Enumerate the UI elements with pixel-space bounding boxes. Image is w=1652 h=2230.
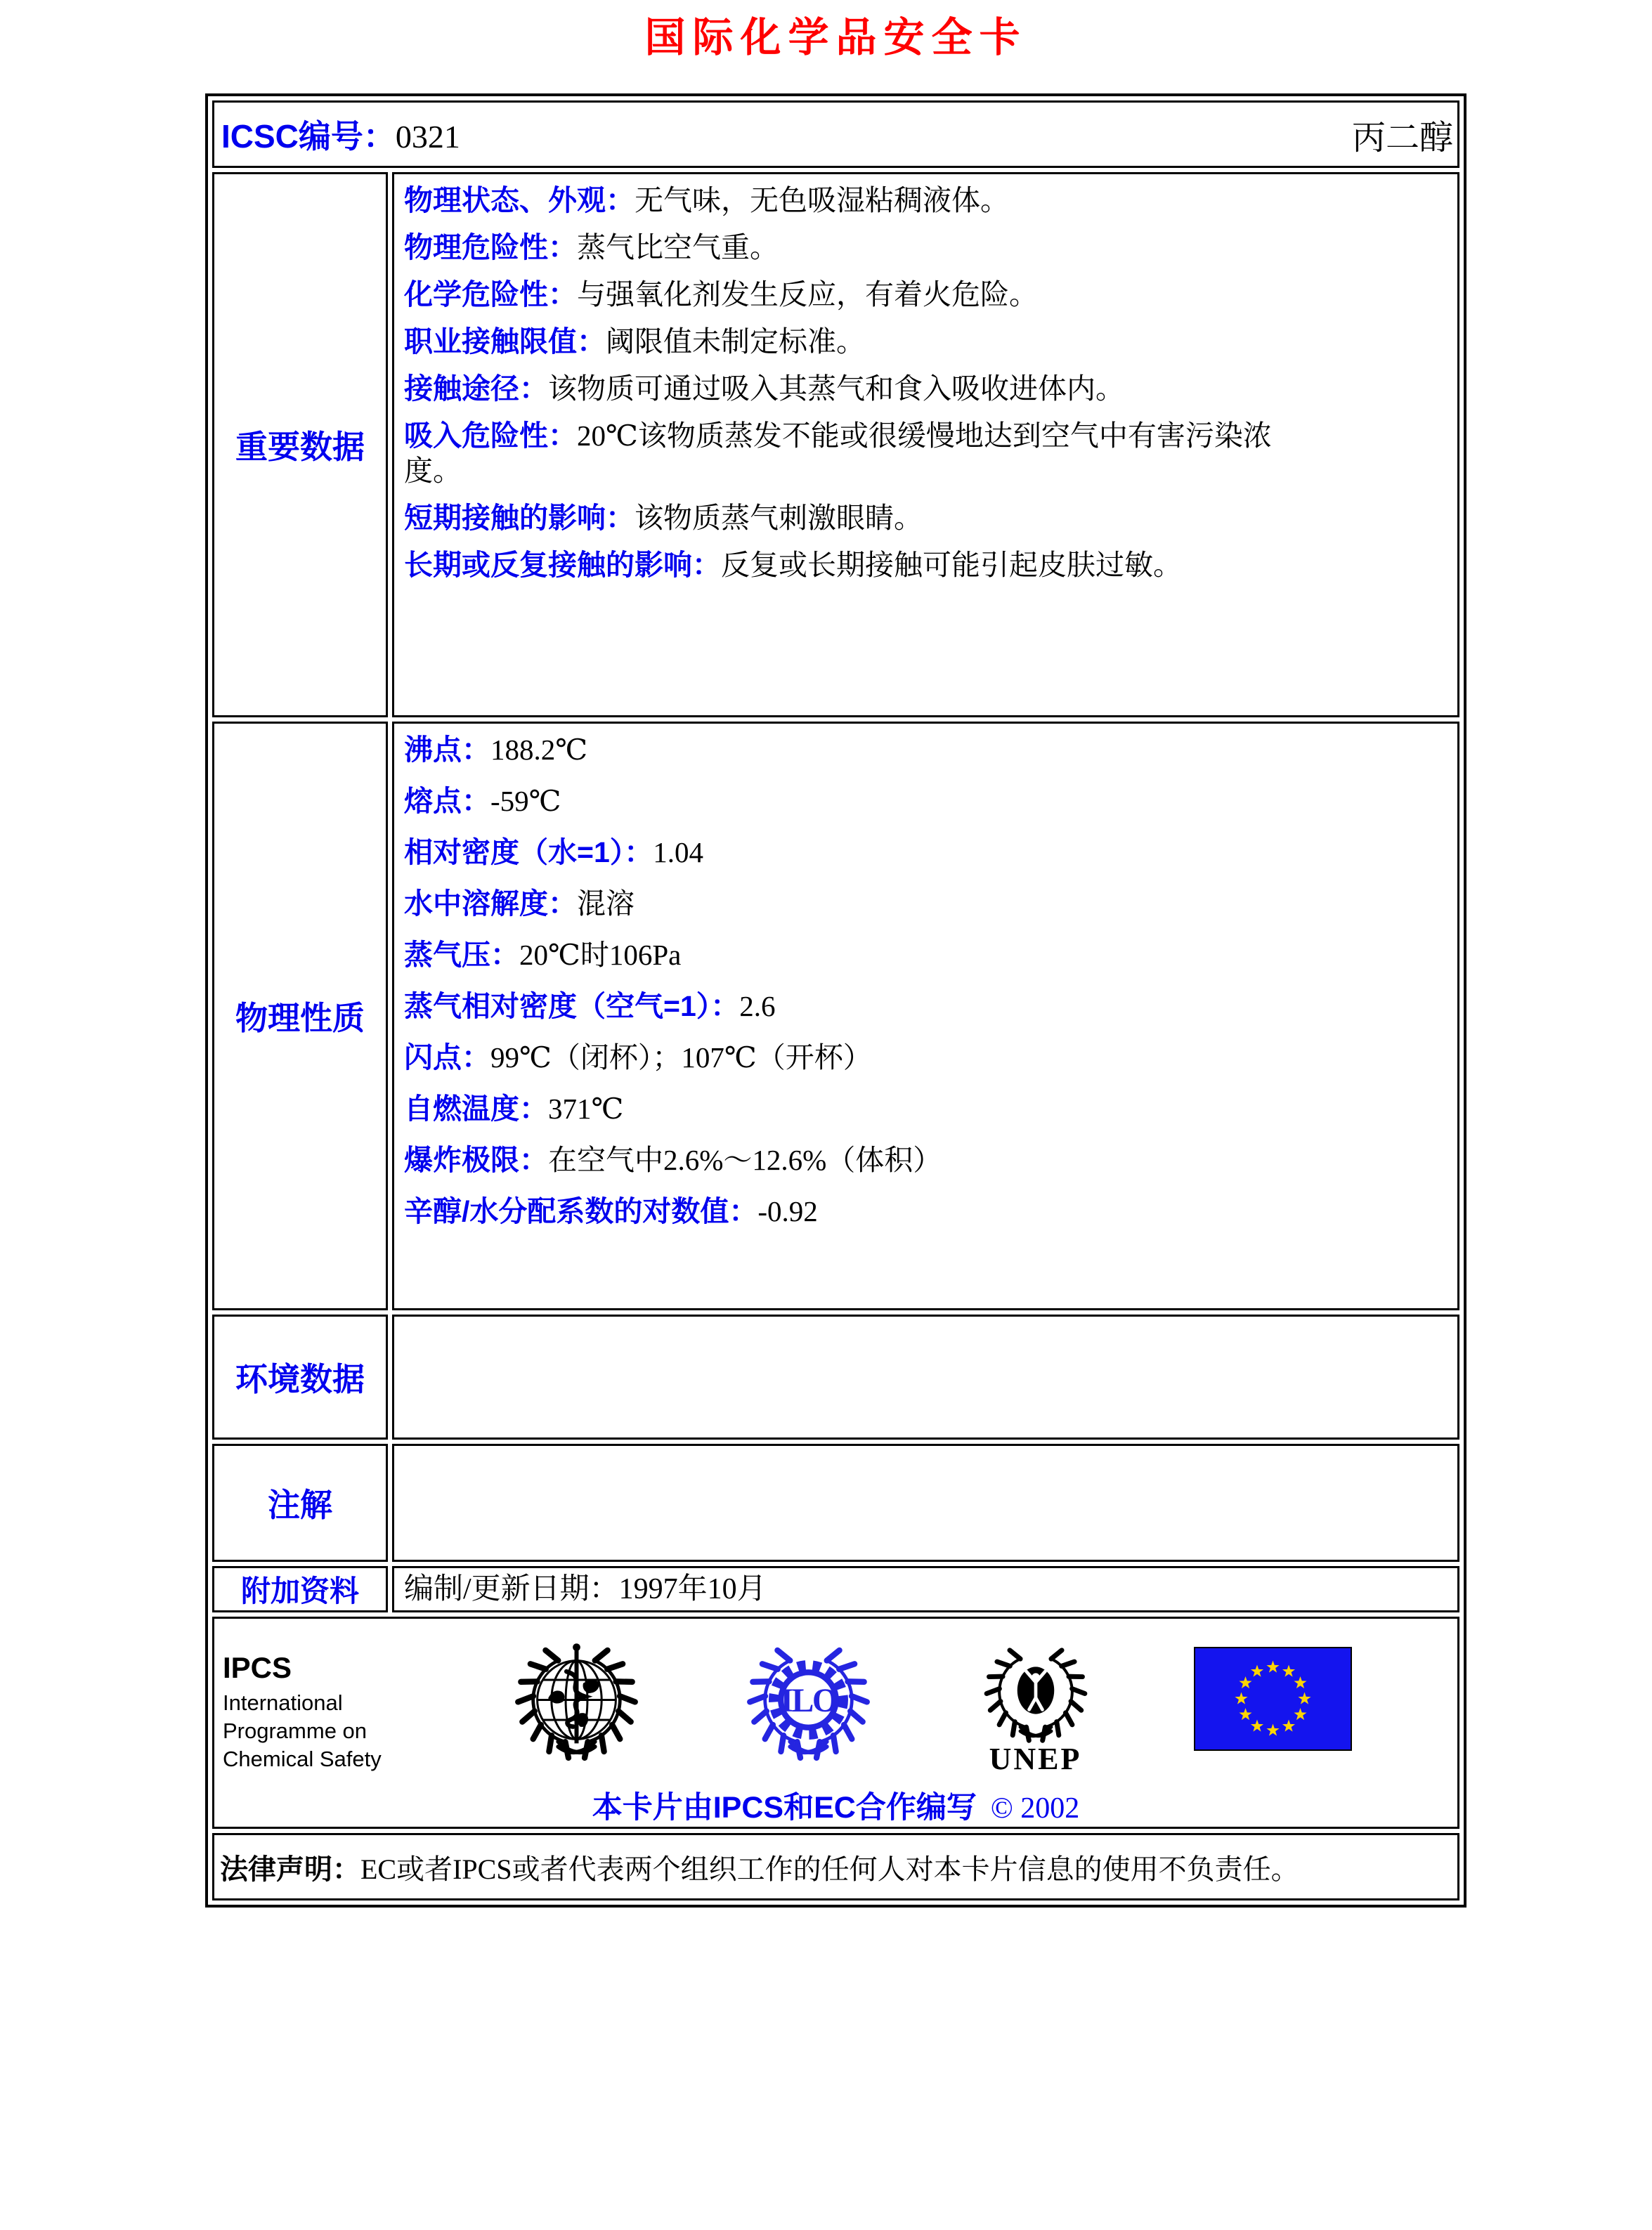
section-label-environmental-data: 环境数据 <box>212 1315 388 1440</box>
field-value: 该物质可通过吸入其蒸气和食入吸收进体内。 <box>548 372 1124 405</box>
ilo-logo-text: ILO <box>780 1683 837 1720</box>
environmental-data-content <box>392 1315 1459 1440</box>
unep-icon <box>973 1631 1099 1749</box>
important-data-lines <box>404 183 1321 582</box>
property-line <box>404 547 1321 582</box>
field-value: 20℃该物质蒸发不能或很缓慢地达到空气中有害污染浓度。 <box>404 419 1272 487</box>
additional-info-content <box>392 1566 1459 1612</box>
field-label: 蒸气压： <box>404 939 519 971</box>
field-value: 与强氧化剂发生反应，有着火危险。 <box>577 278 1038 311</box>
property-line <box>404 371 1321 406</box>
field-value: 反复或长期接触可能引起皮肤过敏。 <box>721 549 1182 581</box>
field-value: -59℃ <box>490 785 561 817</box>
property-line <box>404 1040 1450 1075</box>
eu-flag-icon <box>1194 1647 1352 1751</box>
caption-text: 本卡片由IPCS和EC合作编写 <box>592 1791 977 1825</box>
property-line <box>404 230 1321 265</box>
field-label: 熔点： <box>404 785 490 817</box>
update-date-line <box>404 1571 1450 1606</box>
section-label-physical-properties: 物理性质 <box>212 722 388 1310</box>
field-value: 371℃ <box>548 1093 624 1125</box>
property-line <box>404 277 1321 312</box>
unep-logo-block <box>973 1631 1099 1777</box>
ipcs-title: IPCS <box>223 1651 292 1684</box>
unep-logo-text: UNEP <box>989 1742 1082 1776</box>
field-value: 188.2℃ <box>490 733 588 766</box>
logos-row <box>214 1629 1457 1777</box>
field-value: 20℃时106Pa <box>519 939 682 971</box>
field-label: 辛醇/水分配系数的对数值： <box>404 1195 758 1227</box>
field-label: 长期或反复接触的影响： <box>404 549 721 581</box>
field-label: 自燃温度： <box>404 1093 548 1125</box>
ipcs-line: Programme on <box>223 1719 368 1743</box>
field-label: 物理状态、外观： <box>404 184 635 216</box>
date-label: 编制/更新日期： <box>404 1573 619 1605</box>
field-value: 1.04 <box>653 836 703 868</box>
ipcs-line: Chemical Safety <box>223 1747 382 1771</box>
field-label: 短期接触的影响： <box>404 502 635 534</box>
ipcs-text-block <box>223 1631 412 1773</box>
card-header-row <box>212 100 1459 168</box>
field-label: 接触途径： <box>404 372 548 405</box>
field-label: 吸入危险性： <box>404 419 577 452</box>
copyright-text: © 2002 <box>990 1792 1080 1825</box>
field-label: 爆炸极限： <box>404 1144 548 1176</box>
important-data-content <box>392 172 1459 717</box>
field-value: 在空气中2.6%～12.6%（体积） <box>548 1144 942 1176</box>
field-label: 物理危险性： <box>404 231 577 263</box>
field-value: 无气味，无色吸湿粘稠液体。 <box>635 184 1009 216</box>
property-line <box>404 418 1321 488</box>
ipcs-line: International <box>223 1690 343 1715</box>
field-label: 闪点： <box>404 1041 490 1074</box>
property-line <box>404 732 1450 767</box>
field-value: 蒸气比空气重。 <box>577 231 779 263</box>
property-line <box>404 1091 1450 1126</box>
notes-content <box>392 1444 1459 1562</box>
field-value: -0.92 <box>757 1195 818 1227</box>
legal-notice-line <box>220 1847 1452 1887</box>
field-value: 该物质蒸气刺激眼睛。 <box>635 502 923 534</box>
legal-text: EC或者IPCS或者代表两个组织工作的任何人对本卡片信息的使用不负责任。 <box>360 1853 1299 1885</box>
physical-properties-lines <box>404 732 1450 1229</box>
field-value: 混溶 <box>577 887 635 920</box>
property-line <box>404 937 1450 972</box>
date-value: 1997年10月 <box>618 1573 767 1605</box>
property-line <box>404 500 1321 535</box>
icsc-number-label: ICSC编号： <box>221 118 396 155</box>
page-title: 国际化学品安全卡 <box>644 15 1027 60</box>
property-line <box>404 989 1450 1024</box>
chemical-name: 丙二醇 <box>1351 119 1453 157</box>
logos-row-cell <box>212 1617 1459 1829</box>
section-label-important-data: 重要数据 <box>212 172 388 717</box>
field-label: 蒸气相对密度（空气=1）： <box>404 990 740 1022</box>
icsc-number-value: 0321 <box>395 119 460 155</box>
property-line <box>404 835 1450 870</box>
cooperation-caption <box>214 1784 1457 1827</box>
field-value: 阈限值未制定标准。 <box>606 325 865 358</box>
legal-label: 法律声明： <box>220 1853 360 1885</box>
property-line <box>404 1194 1450 1229</box>
field-label: 水中溶解度： <box>404 887 577 920</box>
icsc-number-group <box>221 111 460 157</box>
field-label: 职业接触限值： <box>404 325 606 358</box>
field-value: 2.6 <box>739 990 776 1022</box>
icsc-card-table <box>205 93 1466 1908</box>
section-label-notes: 注解 <box>212 1444 388 1562</box>
field-label: 沸点： <box>404 733 490 766</box>
field-label: 化学危险性： <box>404 278 577 311</box>
property-line <box>404 183 1321 218</box>
property-line <box>404 886 1450 921</box>
property-line <box>404 324 1321 359</box>
section-label-additional-info: 附加资料 <box>212 1566 388 1612</box>
field-label: 相对密度（水=1）： <box>404 836 653 868</box>
property-line <box>404 1142 1450 1178</box>
field-value: 99℃（闭杯）；107℃（开杯） <box>490 1041 872 1074</box>
legal-notice-cell <box>212 1833 1459 1900</box>
who-icon <box>508 1631 645 1768</box>
property-line <box>404 783 1450 819</box>
ilo-icon <box>740 1631 877 1768</box>
physical-properties-content <box>392 722 1459 1310</box>
